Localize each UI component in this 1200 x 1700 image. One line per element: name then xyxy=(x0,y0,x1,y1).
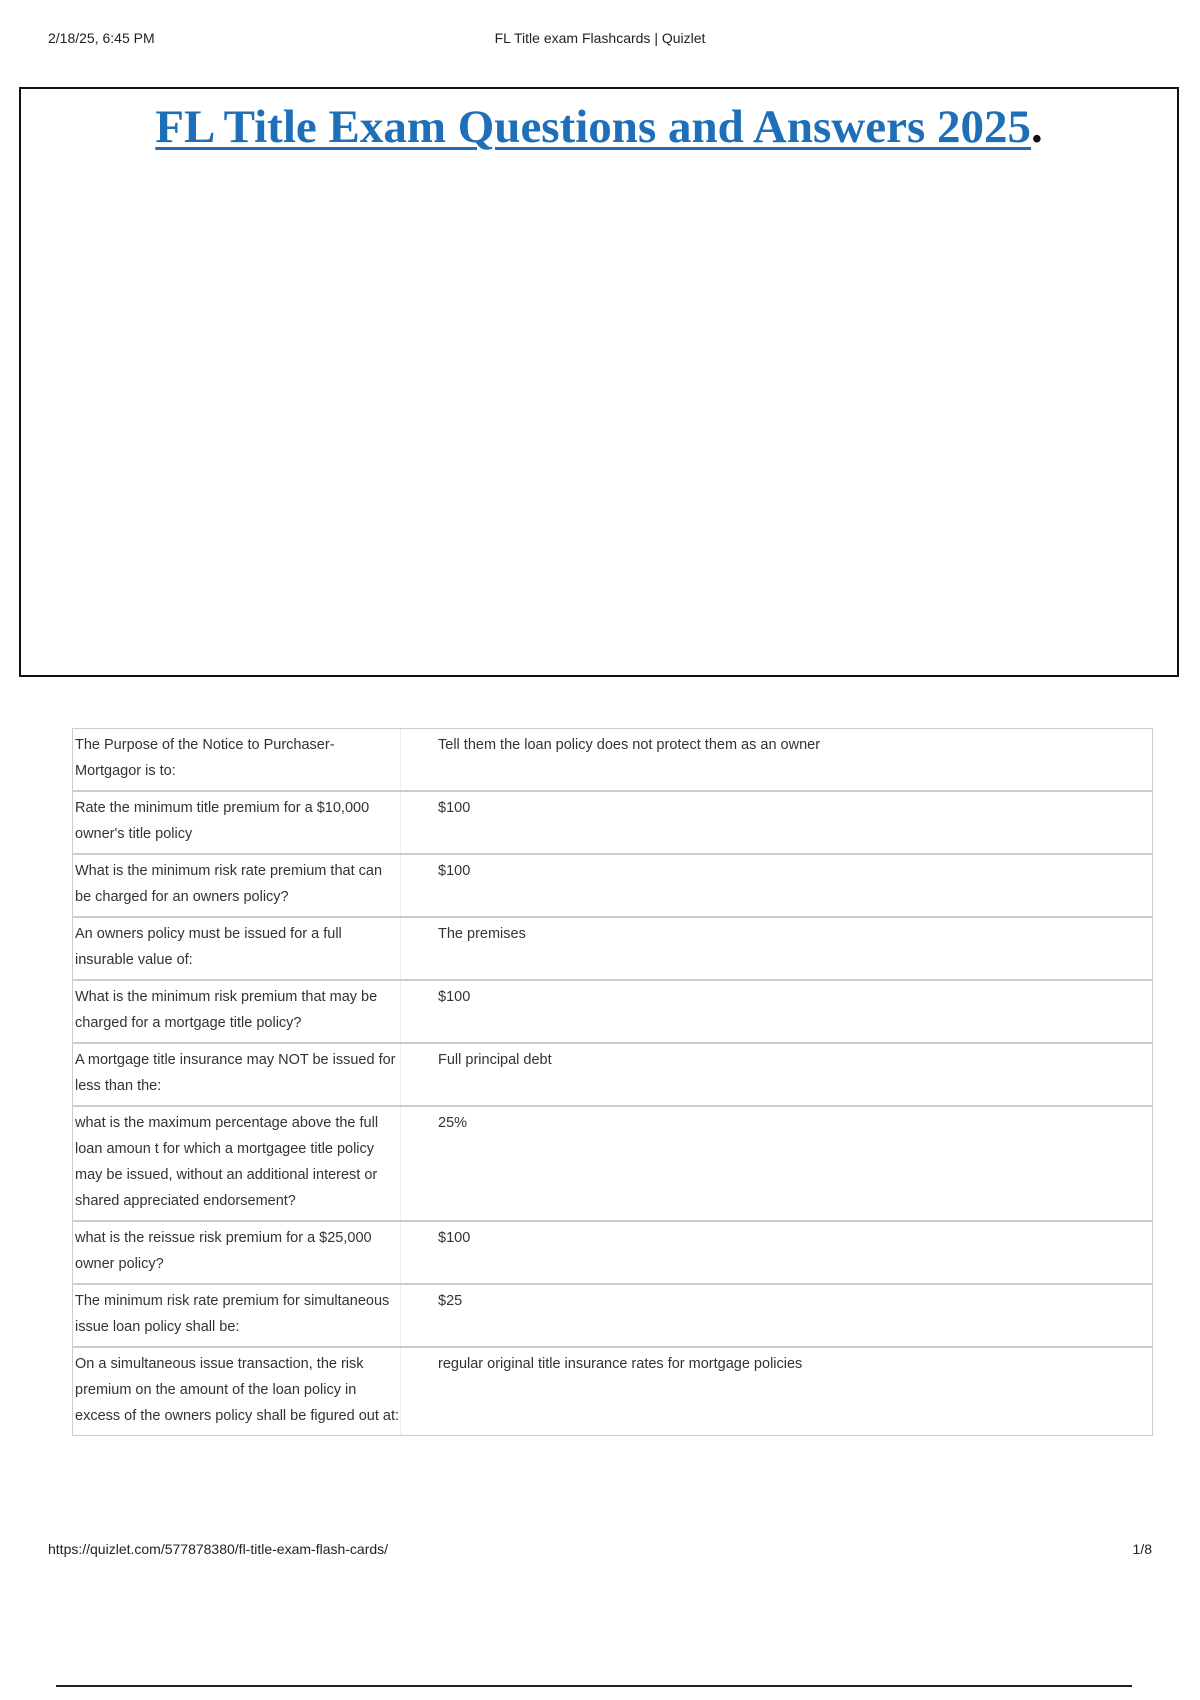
flashcard-row xyxy=(73,1285,1152,1348)
flashcard-term: what is the reissue risk premium for a $25,000 owner policy? xyxy=(73,1222,401,1283)
flashcard-term: What is the minimum risk premium that may be charged for a mortgage title policy? xyxy=(73,981,401,1042)
flashcard-row xyxy=(73,1348,1152,1435)
page-number: 1/8 xyxy=(1132,1541,1152,1557)
print-page-title: FL Title exam Flashcards | Quizlet xyxy=(494,30,706,46)
page-url: https://quizlet.com/577878380/fl-title-exam-flash-cards/ xyxy=(48,1541,389,1557)
print-header xyxy=(48,30,1152,50)
flashcard-definition: $100 xyxy=(438,989,471,1005)
flashcard-row xyxy=(73,1044,1152,1107)
flashcard-table xyxy=(72,728,1153,1436)
flashcard-term: An owners policy must be issued for a full insurable value of: xyxy=(73,918,401,979)
flashcard-term: What is the minimum risk rate premium that can be charged for an owners policy? xyxy=(73,855,401,916)
flashcard-term: The Purpose of the Notice to Purchaser-Mortgagor is to: xyxy=(73,729,401,790)
print-footer xyxy=(48,1541,1152,1561)
flashcard-row xyxy=(73,918,1152,981)
flashcard-definition: $25 xyxy=(438,1293,463,1309)
flashcard-definition: $100 xyxy=(438,800,471,816)
flashcard-row xyxy=(73,981,1152,1044)
flashcard-term: what is the maximum percentage above the full loan amoun t for which a mortgagee title policy may be issued, without an additional interest or shared appreciated endorsement? xyxy=(73,1107,401,1220)
flashcard-definition: The premises xyxy=(438,926,526,942)
flashcard-row xyxy=(73,1107,1152,1222)
document-title-link[interactable]: FL Title Exam Questions and Answers 2025 xyxy=(155,101,1031,153)
flashcard-definition: 25% xyxy=(438,1115,468,1131)
flashcard-definition: Full principal debt xyxy=(438,1052,552,1068)
flashcard-term: A mortgage title insurance may NOT be issued for less than the: xyxy=(73,1044,401,1105)
flashcard-definition: $100 xyxy=(438,863,471,879)
title-period: . xyxy=(1031,101,1043,153)
flashcard-definition: $100 xyxy=(438,1230,471,1246)
document-title xyxy=(21,99,1177,155)
flashcard-row xyxy=(73,729,1152,792)
title-banner xyxy=(19,87,1179,677)
flashcard-definition: regular original title insurance rates for mortgage policies xyxy=(438,1356,803,1372)
flashcard-term: Rate the minimum title premium for a $10,000 owner's title policy xyxy=(73,792,401,853)
print-date: 2/18/25, 6:45 PM xyxy=(48,30,155,46)
flashcard-term: On a simultaneous issue transaction, the risk premium on the amount of the loan policy in excess of the owners policy shall be figured out at: xyxy=(73,1348,401,1435)
flashcard-term: The minimum risk rate premium for simultaneous issue loan policy shall be: xyxy=(73,1285,401,1346)
flashcard-definition: Tell them the loan policy does not protect them as an owner xyxy=(438,737,821,753)
flashcard-row xyxy=(73,855,1152,918)
flashcard-row xyxy=(73,792,1152,855)
flashcard-row xyxy=(73,1222,1152,1285)
bottom-divider xyxy=(56,1685,1132,1687)
